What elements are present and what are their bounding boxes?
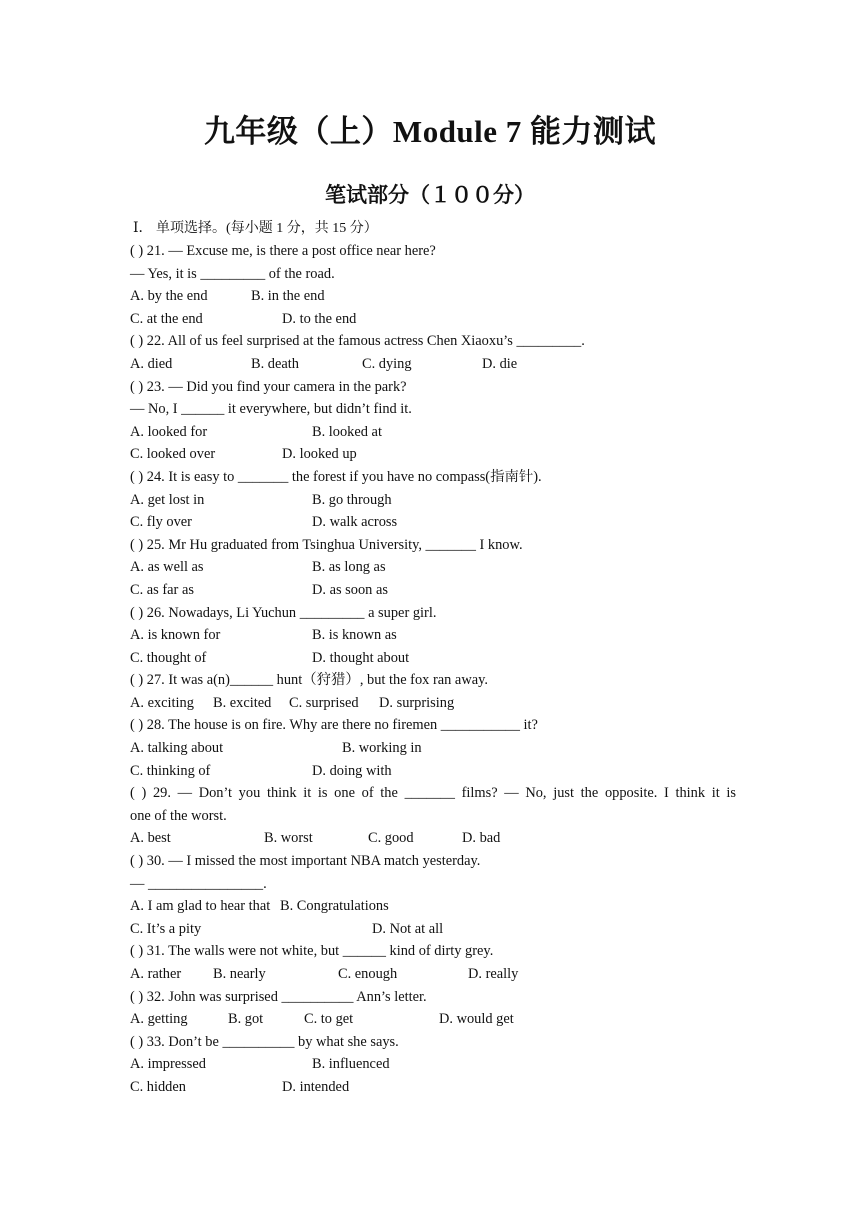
options-row bbox=[130, 489, 736, 512]
question-text: ( ) 32. John was surprised __________ Ann’s letter. bbox=[130, 988, 427, 1005]
answer-option: C. enough bbox=[338, 966, 398, 982]
options-row bbox=[130, 421, 736, 444]
options-row bbox=[130, 760, 736, 783]
answer-option: A. rather bbox=[130, 966, 182, 982]
answer-option: B. as long as bbox=[312, 559, 386, 576]
question-line bbox=[130, 330, 736, 353]
question-text: ( ) 27. It was a(n)______ hunt（狩猎）, but the fox ran away. bbox=[130, 672, 488, 689]
answer-option: B. excited bbox=[213, 694, 272, 711]
options-row bbox=[130, 737, 736, 760]
answer-option: B. worst bbox=[264, 830, 313, 847]
answer-option: C. thinking of bbox=[130, 762, 211, 779]
answer-option: A. talking about bbox=[130, 740, 224, 757]
answer-option: A. getting bbox=[130, 1011, 188, 1028]
question-line bbox=[130, 805, 736, 828]
question-text: ( ) 25. Mr Hu graduated from Tsinghua University, _______ I know. bbox=[130, 536, 523, 553]
question-text: ( ) 22. All of us feel surprised at the famous actress Chen Xiaoxu’s _________. bbox=[130, 333, 585, 350]
options-row bbox=[130, 353, 736, 376]
options-row bbox=[130, 443, 736, 466]
question-text: ( ) 26. Nowadays, Li Yuchun _________ a super girl. bbox=[130, 604, 437, 621]
options-row bbox=[130, 1008, 736, 1031]
answer-option: A. I am glad to hear that bbox=[130, 898, 271, 915]
answer-option: C. dying bbox=[362, 355, 412, 372]
answer-option: B. got bbox=[228, 1011, 264, 1028]
question-list bbox=[130, 240, 736, 1099]
question-text: ( ) 28. The house is on fire. Why are there no firemen ___________ it? bbox=[130, 717, 538, 734]
question-text: — ________________. bbox=[130, 875, 267, 892]
question-line bbox=[130, 602, 736, 625]
answer-option: D. die bbox=[482, 355, 518, 372]
answer-option: A. looked for bbox=[130, 423, 208, 440]
options-row bbox=[130, 511, 736, 534]
question-line bbox=[130, 1031, 736, 1054]
answer-option: D. intended bbox=[282, 1078, 350, 1095]
question-line bbox=[130, 398, 736, 421]
question-line bbox=[130, 240, 736, 263]
answer-option: D. thought about bbox=[312, 649, 410, 666]
options-row bbox=[130, 285, 736, 308]
answer-option: C. at the end bbox=[130, 310, 203, 327]
answer-option: D. surprising bbox=[379, 694, 455, 711]
question-line bbox=[130, 534, 736, 557]
answer-option: B. Congratulations bbox=[280, 898, 389, 915]
answer-option: C. to get bbox=[304, 1011, 354, 1028]
answer-option: D. to the end bbox=[282, 310, 357, 327]
answer-option: D. walk across bbox=[312, 514, 398, 531]
answer-option: D. bad bbox=[462, 830, 501, 847]
question-text: ( ) 33. Don’t be __________ by what she says. bbox=[130, 1033, 399, 1050]
section-subtitle: 笔试部分（１００分） bbox=[325, 183, 535, 207]
answer-option: A. by the end bbox=[130, 288, 208, 305]
options-row bbox=[130, 579, 736, 602]
answer-option: B. influenced bbox=[312, 1056, 390, 1073]
answer-option: D. looked up bbox=[282, 446, 357, 463]
options-row bbox=[130, 827, 736, 850]
question-line bbox=[130, 940, 736, 963]
question-line bbox=[130, 466, 736, 489]
question-line bbox=[130, 376, 736, 399]
answer-option: A. is known for bbox=[130, 627, 221, 644]
answer-option: B. in the end bbox=[251, 288, 325, 305]
answer-option: C. surprised bbox=[289, 694, 359, 711]
question-text: ( ) 29. — Don’t you think it is one of the _______ films? — No, just the opposite. I think it is bbox=[130, 785, 736, 802]
question-text: — No, I ______ it everywhere, but didn’t find it. bbox=[130, 401, 412, 418]
question-text: — Yes, it is _________ of the road. bbox=[130, 265, 335, 282]
answer-option: D. doing with bbox=[312, 762, 392, 779]
options-row bbox=[130, 556, 736, 579]
answer-option: D. really bbox=[468, 966, 519, 982]
question-text: ( ) 30. — I missed the most important NBA match yesterday. bbox=[130, 853, 481, 870]
answer-option: A. best bbox=[130, 830, 171, 847]
answer-option: C. looked over bbox=[130, 446, 216, 463]
question-line bbox=[130, 986, 736, 1009]
question-text: ( ) 23. — Did you find your camera in the park? bbox=[130, 378, 407, 395]
question-text: ( ) 31. The walls were not white, but ______ kind of dirty grey. bbox=[130, 943, 494, 960]
answer-option: D. would get bbox=[439, 1011, 514, 1028]
options-row bbox=[130, 963, 736, 986]
options-row bbox=[130, 918, 736, 941]
answer-option: A. impressed bbox=[130, 1056, 206, 1073]
options-row bbox=[130, 624, 736, 647]
options-row bbox=[130, 1053, 736, 1076]
question-line bbox=[130, 873, 736, 896]
question-text: one of the worst. bbox=[130, 807, 227, 824]
answer-option: D. Not at all bbox=[372, 920, 444, 937]
answer-option: C. fly over bbox=[130, 514, 192, 531]
question-line bbox=[130, 714, 736, 737]
answer-option: B. nearly bbox=[213, 966, 266, 982]
answer-option: C. thought of bbox=[130, 649, 207, 666]
section-heading: Ⅰ． 单项选择。(每小题 1 分，共 15 分） bbox=[133, 221, 378, 236]
page-title: 九年级（上）Module 7 能力测试 bbox=[203, 114, 657, 149]
answer-option: D. as soon as bbox=[312, 581, 388, 598]
answer-option: A. as well as bbox=[130, 559, 204, 576]
question-line bbox=[130, 263, 736, 286]
options-row bbox=[130, 647, 736, 670]
question-line bbox=[130, 782, 736, 805]
options-row bbox=[130, 692, 736, 715]
answer-option: A. exciting bbox=[130, 694, 194, 711]
answer-option: C. as far as bbox=[130, 581, 194, 598]
options-row bbox=[130, 1076, 736, 1099]
answer-option: B. death bbox=[251, 355, 299, 372]
answer-option: B. working in bbox=[342, 740, 422, 757]
answer-option: C. hidden bbox=[130, 1078, 186, 1095]
options-row bbox=[130, 308, 736, 331]
question-text: ( ) 21. — Excuse me, is there a post office near here? bbox=[130, 243, 436, 259]
options-row bbox=[130, 895, 736, 918]
question-text: ( ) 24. It is easy to _______ the forest if you have no compass(指南针). bbox=[130, 468, 542, 485]
question-line bbox=[130, 669, 736, 692]
answer-option: B. go through bbox=[312, 491, 392, 508]
answer-option: A. died bbox=[130, 355, 173, 372]
answer-option: B. looked at bbox=[312, 423, 382, 440]
answer-option: B. is known as bbox=[312, 627, 397, 644]
answer-option: A. get lost in bbox=[130, 491, 205, 508]
question-line bbox=[130, 850, 736, 873]
answer-option: C. good bbox=[368, 830, 414, 847]
answer-option: C. It’s a pity bbox=[130, 920, 202, 937]
